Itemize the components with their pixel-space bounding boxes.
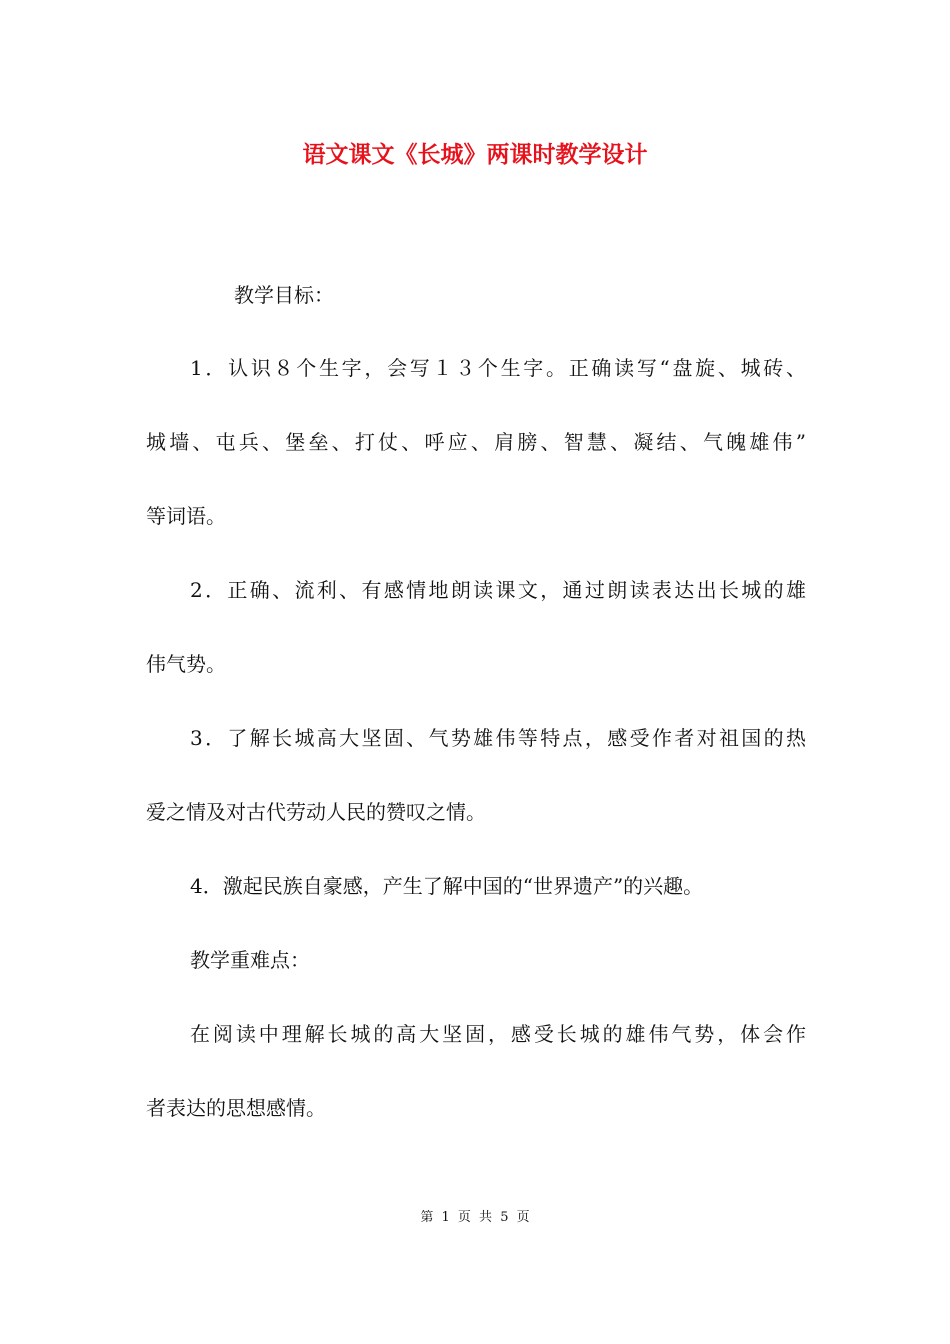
- objective-4-line-1: 4．激起民族自豪感，产生了解中国的“世界遗产”的兴趣。: [190, 874, 704, 898]
- objectives-heading: 教学目标：: [234, 283, 334, 307]
- objective-3-line-2: 爱之情及对古代劳动人民的赞叹之情。: [146, 800, 486, 824]
- objective-1-line-1: 1．认识８个生字，会写１３个生字。正确读写“盘旋、城砖、: [190, 356, 806, 380]
- key-points-heading: 教学重难点：: [190, 948, 310, 972]
- objective-2-line-2: 伟气势。: [146, 652, 226, 676]
- objective-3-line-1: 3．了解长城高大坚固、气势雄伟等特点，感受作者对祖国的热: [190, 726, 806, 750]
- objective-1-line-2: 城墙、屯兵、堡垒、打仗、呼应、肩膀、智慧、凝结、气魄雄伟”: [146, 430, 806, 454]
- objective-2-line-1: 2．正确、流利、有感情地朗读课文，通过朗读表达出长城的雄: [190, 578, 806, 602]
- key-points-line-2: 者表达的思想感情。: [146, 1096, 326, 1120]
- page-footer: 第 1 页 共 5 页: [420, 1210, 530, 1225]
- key-points-line-1: 在阅读中理解长城的高大坚固，感受长城的雄伟气势，体会作: [190, 1022, 806, 1046]
- objective-1-line-3: 等词语。: [146, 504, 226, 528]
- document-title: 语文课文《长城》两课时教学设计: [302, 141, 648, 168]
